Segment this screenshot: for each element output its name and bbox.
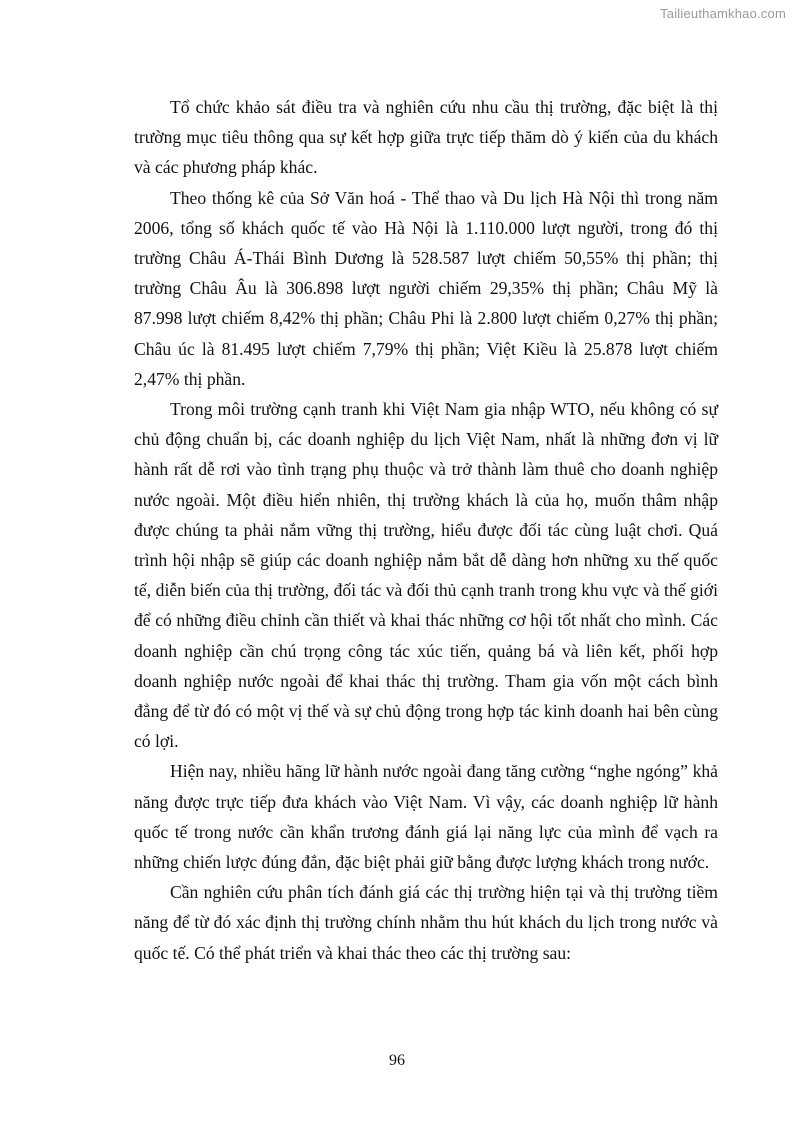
- document-body: [134, 92, 718, 968]
- paragraph-wto-competition: Trong môi trường cạnh tranh khi Việt Nam gia nhập WTO, nếu không có sự chủ động chuẩn bị, các doanh nghiệp du lịch Việt Nam, nhất là những đơn vị lữ hành rất dễ rơi vào tình trạng phụ thuộc và trở thành làm thuê cho doanh nghiệp nước ngoài. Một điều hiển nhiên, thị trường khách là của họ, muốn thâm nhập được chúng ta phải nắm vững thị trường, hiểu được đối tác cùng luật chơi. Quá trình hội nhập sẽ giúp các doanh nghiệp nắm bắt dễ dàng hơn những xu thế quốc tế, diễn biến của thị trường, đối tác và đối thủ cạnh tranh trong khu vực và thế giới để có những điều chỉnh cần thiết và khai thác những cơ hội tốt nhất cho mình. Các doanh nghiệp cần chú trọng công tác xúc tiến, quảng bá và liên kết, phối hợp doanh nghiệp nước ngoài để khai thác thị trường. Tham gia vốn một cách bình đẳng để từ đó có một vị thế và sự chủ động trong hợp tác kinh doanh hai bên cùng có lợi.: [134, 399, 718, 752]
- paragraph-foreign-operators: Hiện nay, nhiều hãng lữ hành nước ngoài đang tăng cường “nghe ngóng” khả năng được trực tiếp đưa khách vào Việt Nam. Vì vậy, các doanh nghiệp lữ hành quốc tế trong nước cần khẩn trương đánh giá lại năng lực của mình để vạch ra những chiến lược đúng đắn, đặc biệt phải giữ bằng được lượng khách trong nước.: [134, 761, 718, 873]
- paragraph-market-research: Cần nghiên cứu phân tích đánh giá các thị trường hiện tại và thị trường tiềm năng để từ đó xác định thị trường chính nhằm thu hút khách du lịch trong nước và quốc tế. Có thể phát triển và khai thác theo các thị trường sau:: [134, 882, 718, 963]
- page-number: 96: [389, 1052, 405, 1069]
- paragraph-survey: Tổ chức khảo sát điều tra và nghiên cứu nhu cầu thị trường, đặc biệt là thị trường mục tiêu thông qua sự kết hợp giữa trực tiếp thăm dò ý kiến của du khách và các phương pháp khác.: [134, 97, 718, 178]
- watermark-text: Tailieuthamkhao.com: [660, 6, 786, 21]
- paragraph-statistics: Theo thống kê của Sở Văn hoá - Thể thao và Du lịch Hà Nội thì trong năm 2006, tổng số khách quốc tế vào Hà Nội là 1.110.000 lượt người, trong đó thị trường Châu Á-Thái Bình Dương là 528.587 lượt chiếm 50,55% thị phần; thị trường Châu Âu là 306.898 lượt người chiếm 29,35% thị phần; Châu Mỹ là 87.998 lượt chiếm 8,42% thị phần; Châu Phi là 2.800 lượt chiếm 0,27% thị phần; Châu úc là 81.495 lượt chiếm 7,79% thị phần; Việt Kiều là 25.878 lượt chiếm 2,47% thị phần.: [134, 187, 718, 389]
